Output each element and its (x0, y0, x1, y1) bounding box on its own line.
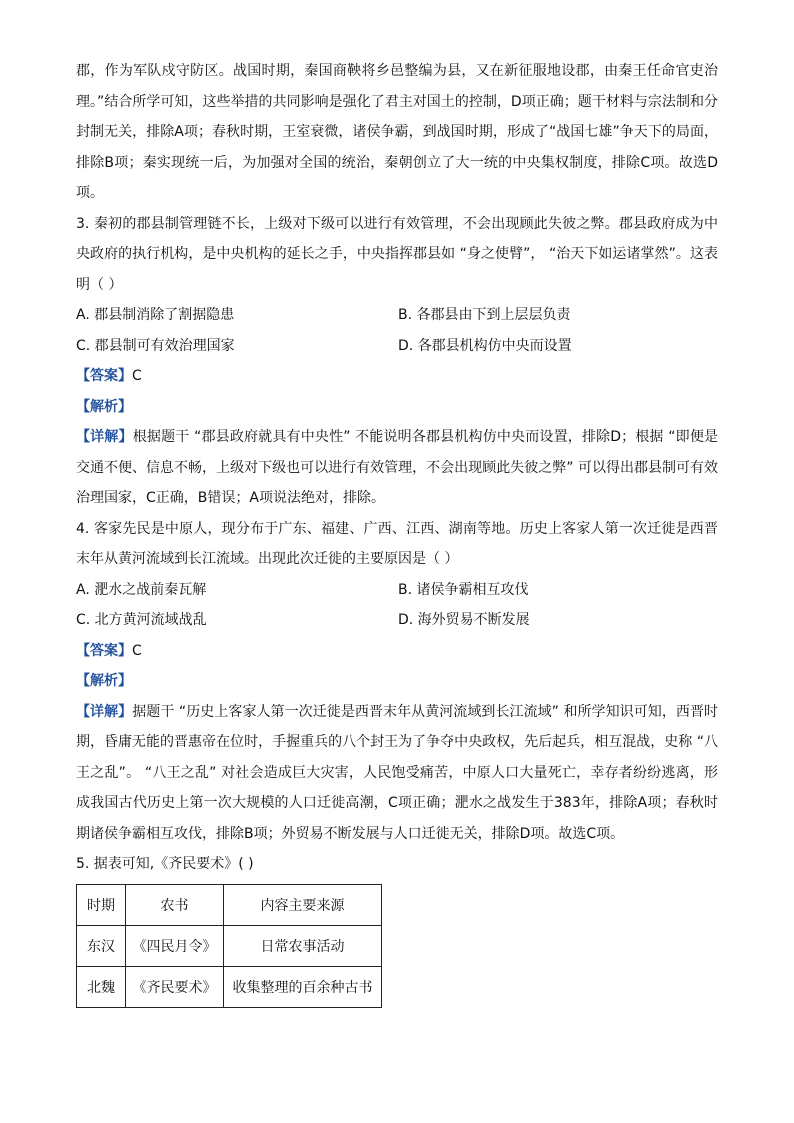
question-4 (76, 514, 718, 850)
option-c: C. 北方黄河流域战乱 (76, 612, 207, 628)
option-d: D. 各郡县机构仿中央而设置 (398, 337, 572, 354)
option-b: B. 诸侯争霸相互攻伐 (398, 581, 529, 598)
answer-line (76, 361, 718, 392)
option-b: B. 各郡县由下到上层层负责 (398, 307, 571, 323)
table-cell: 收集整理的百余种古书 (224, 966, 382, 1007)
document-page (76, 56, 718, 1008)
question-3 (76, 209, 718, 514)
question-5-stem: 5. 据表可知,《齐民要术》( ) (76, 856, 254, 872)
question-4-options-row-1 (76, 575, 718, 606)
answer-label: 【答案】 (76, 368, 132, 384)
table-header-cell: 时期 (77, 884, 126, 925)
question-3-options-row-2 (76, 331, 718, 362)
option-a: A. 郡县制消除了割据隐患 (76, 307, 235, 323)
table-row (77, 925, 382, 966)
answer-value: C (132, 368, 142, 384)
option-d: D. 海外贸易不断发展 (398, 612, 530, 628)
table-cell: 《四民月令》 (126, 925, 224, 966)
answer-value: C (132, 642, 142, 659)
detail-paragraph (76, 422, 718, 514)
detail-paragraph (76, 697, 718, 850)
answer-label: 【答案】 (76, 642, 132, 659)
detail-label: 【详解】 (76, 703, 133, 720)
question-4-stem: 4. 客家先民是中原人，现分布于广东、福建、广西、江西、湖南等地。历史上客家人第一次迁徙是西晋末年从黄河流域到长江流域。出现此次迁徙的主要原因是（ ） (76, 520, 718, 567)
question-3-stem: 3. 秦初的郡县制管理链不长，上级对下级可以进行有效管理，不会出现顾此失彼之弊。郡县政府成为中央政府的执行机构，是中央机构的延长之手，中央指挥郡县如 “身之使臂”， “治天下如运诸掌然”。这表明（ ） (76, 215, 718, 293)
table-row (77, 966, 382, 1007)
answer-line (76, 636, 718, 667)
analysis-line (76, 666, 718, 697)
analysis-line (76, 392, 718, 423)
table-header-cell: 内容主要来源 (224, 884, 382, 925)
previous-answer-continuation: 郡，作为军队戍守防区。战国时期，秦国商鞅将乡邑整编为县，又在新征服地设郡，由秦王任命官吏治理。”结合所学可知，这些举措的共同影响是强化了君主对国土的控制，D项正确；题干材料与宗法制和分封制无关，排除A项；春秋时期，王室衰微，诸侯争霸，到战国时期，形成了“战国七雄”争天下的局面，排除B项；秦实现统一后，为加强对全国的统治，秦朝创立了大一统的中央集权制度，排除C项。故选D项。 (76, 63, 718, 201)
table-header-cell: 农书 (126, 884, 224, 925)
analysis-label: 【解析】 (76, 398, 132, 415)
table-cell: 日常农事活动 (224, 925, 382, 966)
option-c: C. 郡县制可有效治理国家 (76, 337, 235, 354)
table-cell: 东汉 (77, 925, 126, 966)
question-4-options-row-2 (76, 605, 718, 636)
detail-text: 根据题干 “郡县政府就具有中央性” 不能说明各郡县机构仿中央而设置，排除D；根据 “即便是交通不便、信息不畅，上级对下级也可以进行有效管理，不会出现顾此失彼之弊” 可以得出郡县制可有效治理国家，C正确，B错误；A项说法绝对，排除。 (76, 429, 719, 506)
option-a: A. 淝水之战前秦瓦解 (76, 581, 207, 598)
detail-label: 【详解】 (76, 429, 133, 445)
table-header-row (77, 884, 382, 925)
analysis-label: 【解析】 (76, 673, 132, 689)
table-cell: 《齐民要术》 (126, 966, 224, 1007)
question-5 (76, 849, 718, 1008)
source-table (76, 884, 382, 1008)
question-3-options-row-1 (76, 300, 718, 331)
table-cell: 北魏 (77, 966, 126, 1007)
detail-text: 据题干 “历史上客家人第一次迁徙是西晋末年从黄河流域到长江流域” 和所学知识可知，西晋时期，昏庸无能的晋惠帝在位时，手握重兵的八个封王为了争夺中央政权，先后起兵，相互混战，史称 “八王之乱”。 “八王之乱” 对社会造成巨大灾害，人民饱受痛苦，中原人口大量死亡，幸存者纷纷逃离，形成我国古代历史上第一次大规模的人口迁徙高潮，C项正确；淝水之战发生于383年，排除A项；春秋时期诸侯争霸相互攻伐，排除B项；外贸易不断发展与人口迁徙无关，排除D项。故选C项。 (76, 703, 719, 842)
